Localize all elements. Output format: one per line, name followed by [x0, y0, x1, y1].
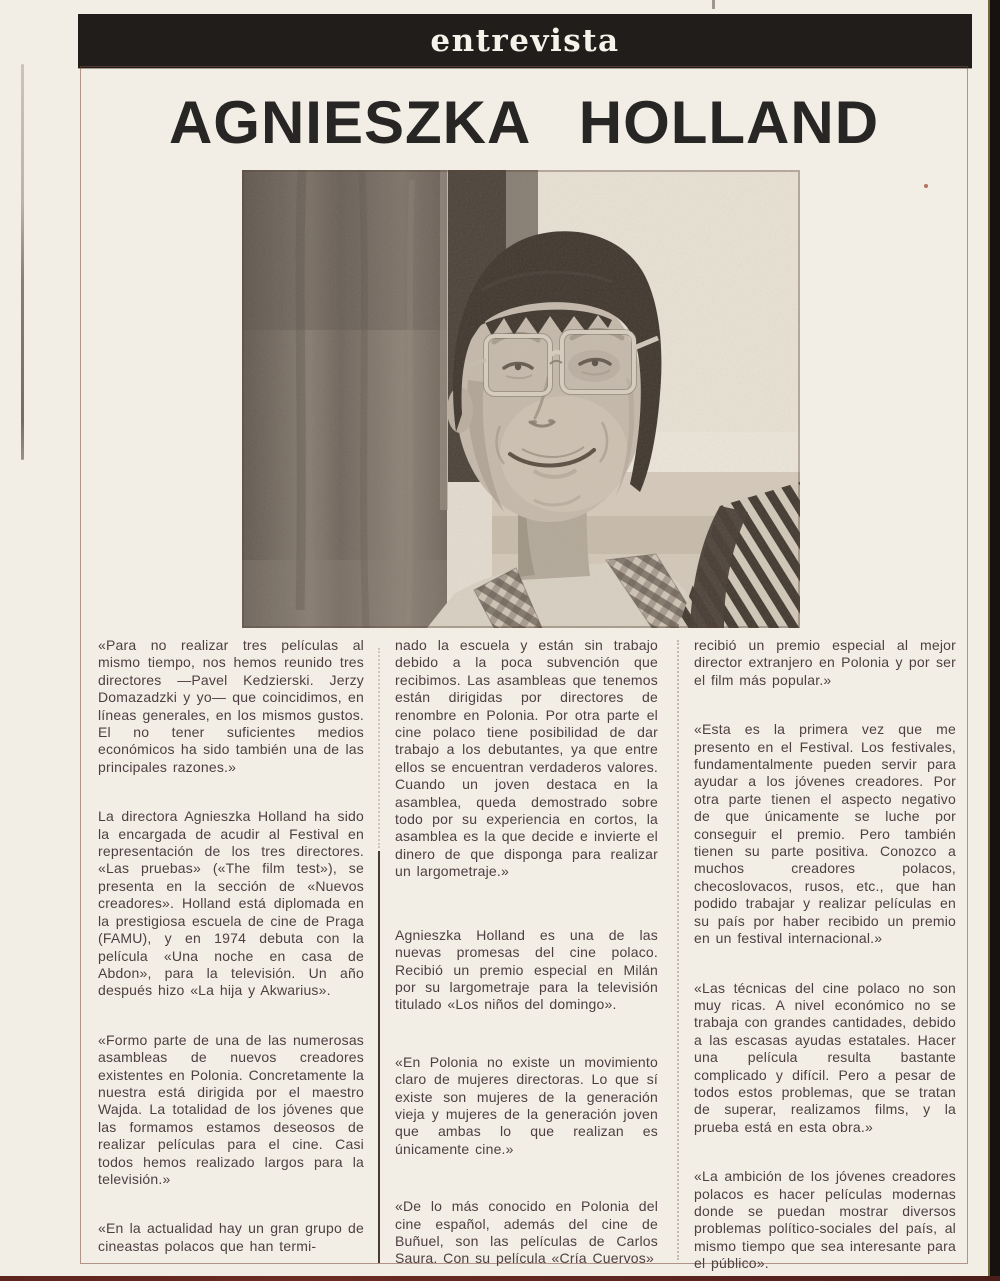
- scan-edge-right: [988, 0, 1000, 1281]
- column-divider-dotted: [677, 640, 679, 1260]
- body-paragraph: «La ambición de los jóvenes creadores polacos es hacer películas modernas donde se puedan mostrar diversos problemas político-sociales del país, al mismo tiempo que sea interesante para el público».: [694, 1168, 956, 1272]
- binding-shadow-line: [21, 64, 24, 460]
- masthead-label: entrevista: [430, 23, 620, 59]
- body-paragraph: «De lo más conocido en Polonia del cine español, además del cine de Buñuel, son las películas de Carlos Saura. Con su película «Cría Cuervos»: [395, 1198, 658, 1267]
- column-divider-dotted: [378, 648, 380, 848]
- masthead-bar: [78, 14, 972, 68]
- article-title: AGNIESZKA HOLLAND: [168, 89, 880, 156]
- body-paragraph: «Para no realizar tres películas al mismo tiempo, nos hemos reunido tres directores —Pavel Kedzierski. Jerzy Domazadzki y yo— que coincidimos, en líneas generales, en los mismos gustos. El no tener suficientes medios económicos ha sido también una de las principales razones.»: [98, 637, 364, 775]
- scan-tick: [712, 0, 715, 9]
- body-paragraph: La directora Agnieszka Holland ha sido la encargada de acudir al Festival en representación de los tres directores. «Las pruebas» («The film test»), se presenta en la sección de «Nuevos creadores». Holland está diplomada en la prestigiosa escuela de cine de Praga (FAMU), y en 1974 debuta con la película «Una noche en casa de Abdon», para la televisión. Un año después hizo «La hija y Akwarius».: [98, 808, 364, 999]
- photo-frame: [242, 170, 800, 628]
- body-paragraph: recibió un premio especial al mejor director extranjero en Polonia y por ser el film más popular.»: [694, 637, 956, 688]
- article-column-3: [694, 637, 956, 1273]
- scan-edge-bottom: [0, 1276, 1000, 1281]
- body-paragraph: nado la escuela y están sin trabajo debido a la poca subvención que recibimos. Las asambleas que tenemos están dirigidas por directores de renombre en Polonia. Por otra parte el cine polaco tiene posibilidad de dar trabajo a los debutantes, ya que entre ellos se encuentran verdaderos valores. Cuando un joven destaca en la asamblea, queda demostrado sobre todo por su experiencia en cortos, la asamblea es la que decide e invierte el dinero de que disponga para realizar un largometraje.»: [395, 637, 658, 880]
- article-column-2: [395, 637, 658, 1268]
- column-divider-solid: [378, 851, 380, 1263]
- body-paragraph: «Las técnicas del cine polaco no son muy ricas. A nivel económico no se trabaja con grandes cantidades, debido a las escasas ayudas estatales. Hacer una película resulta bastante complicado y difícil. Pero a pesar de todos estos problemas, que se tratan de superar, realizamos films, y la prueba está en esta obra.»: [694, 979, 956, 1135]
- body-paragraph: «Formo parte de una de las numerosas asambleas de nuevos creadores existentes en Polonia. Concretamente la nuestra está dirigida por el maestro Wajda. La totalidad de los jóvenes que las formamos estamos deseosos de realizar películas para el cine. Casi todos hemos realizado largos para la televisión.»: [98, 1031, 364, 1187]
- body-paragraph: «En Polonia no existe un movimiento claro de mujeres directoras. Lo que sí existe son mujeres de la generación vieja y mujeres de la generación joven que ambas lo que realizan es únicamente cine.»: [395, 1053, 658, 1157]
- portrait-photo: [242, 170, 800, 628]
- body-paragraph: «Esta es la primera vez que me presento en el Festival. Los festivales, fundamentalmente pueden servir para ayudar a los jóvenes creadores. Por otra parte tienen el aspecto negativo de que únicamente se luche por conseguir el premio. Pero también tienen su parte positiva. Conozco a muchos creadores polacos, checoslovacos, rusos, etc., que han podido trabajar y realizar películas en su país por haber recibido un premio en un festival internacional.»: [694, 721, 956, 947]
- body-paragraph: «En la actualidad hay un gran grupo de cineastas polacos que han termi-: [98, 1220, 364, 1254]
- scan-speck: [924, 184, 928, 188]
- body-paragraph: Agnieszka Holland es una de las nuevas promesas del cine polaco. Recibió un premio especial en Milán por su largometraje para la televisión titulado «Los niños del domingo».: [395, 926, 658, 1013]
- article-column-1: [98, 637, 364, 1255]
